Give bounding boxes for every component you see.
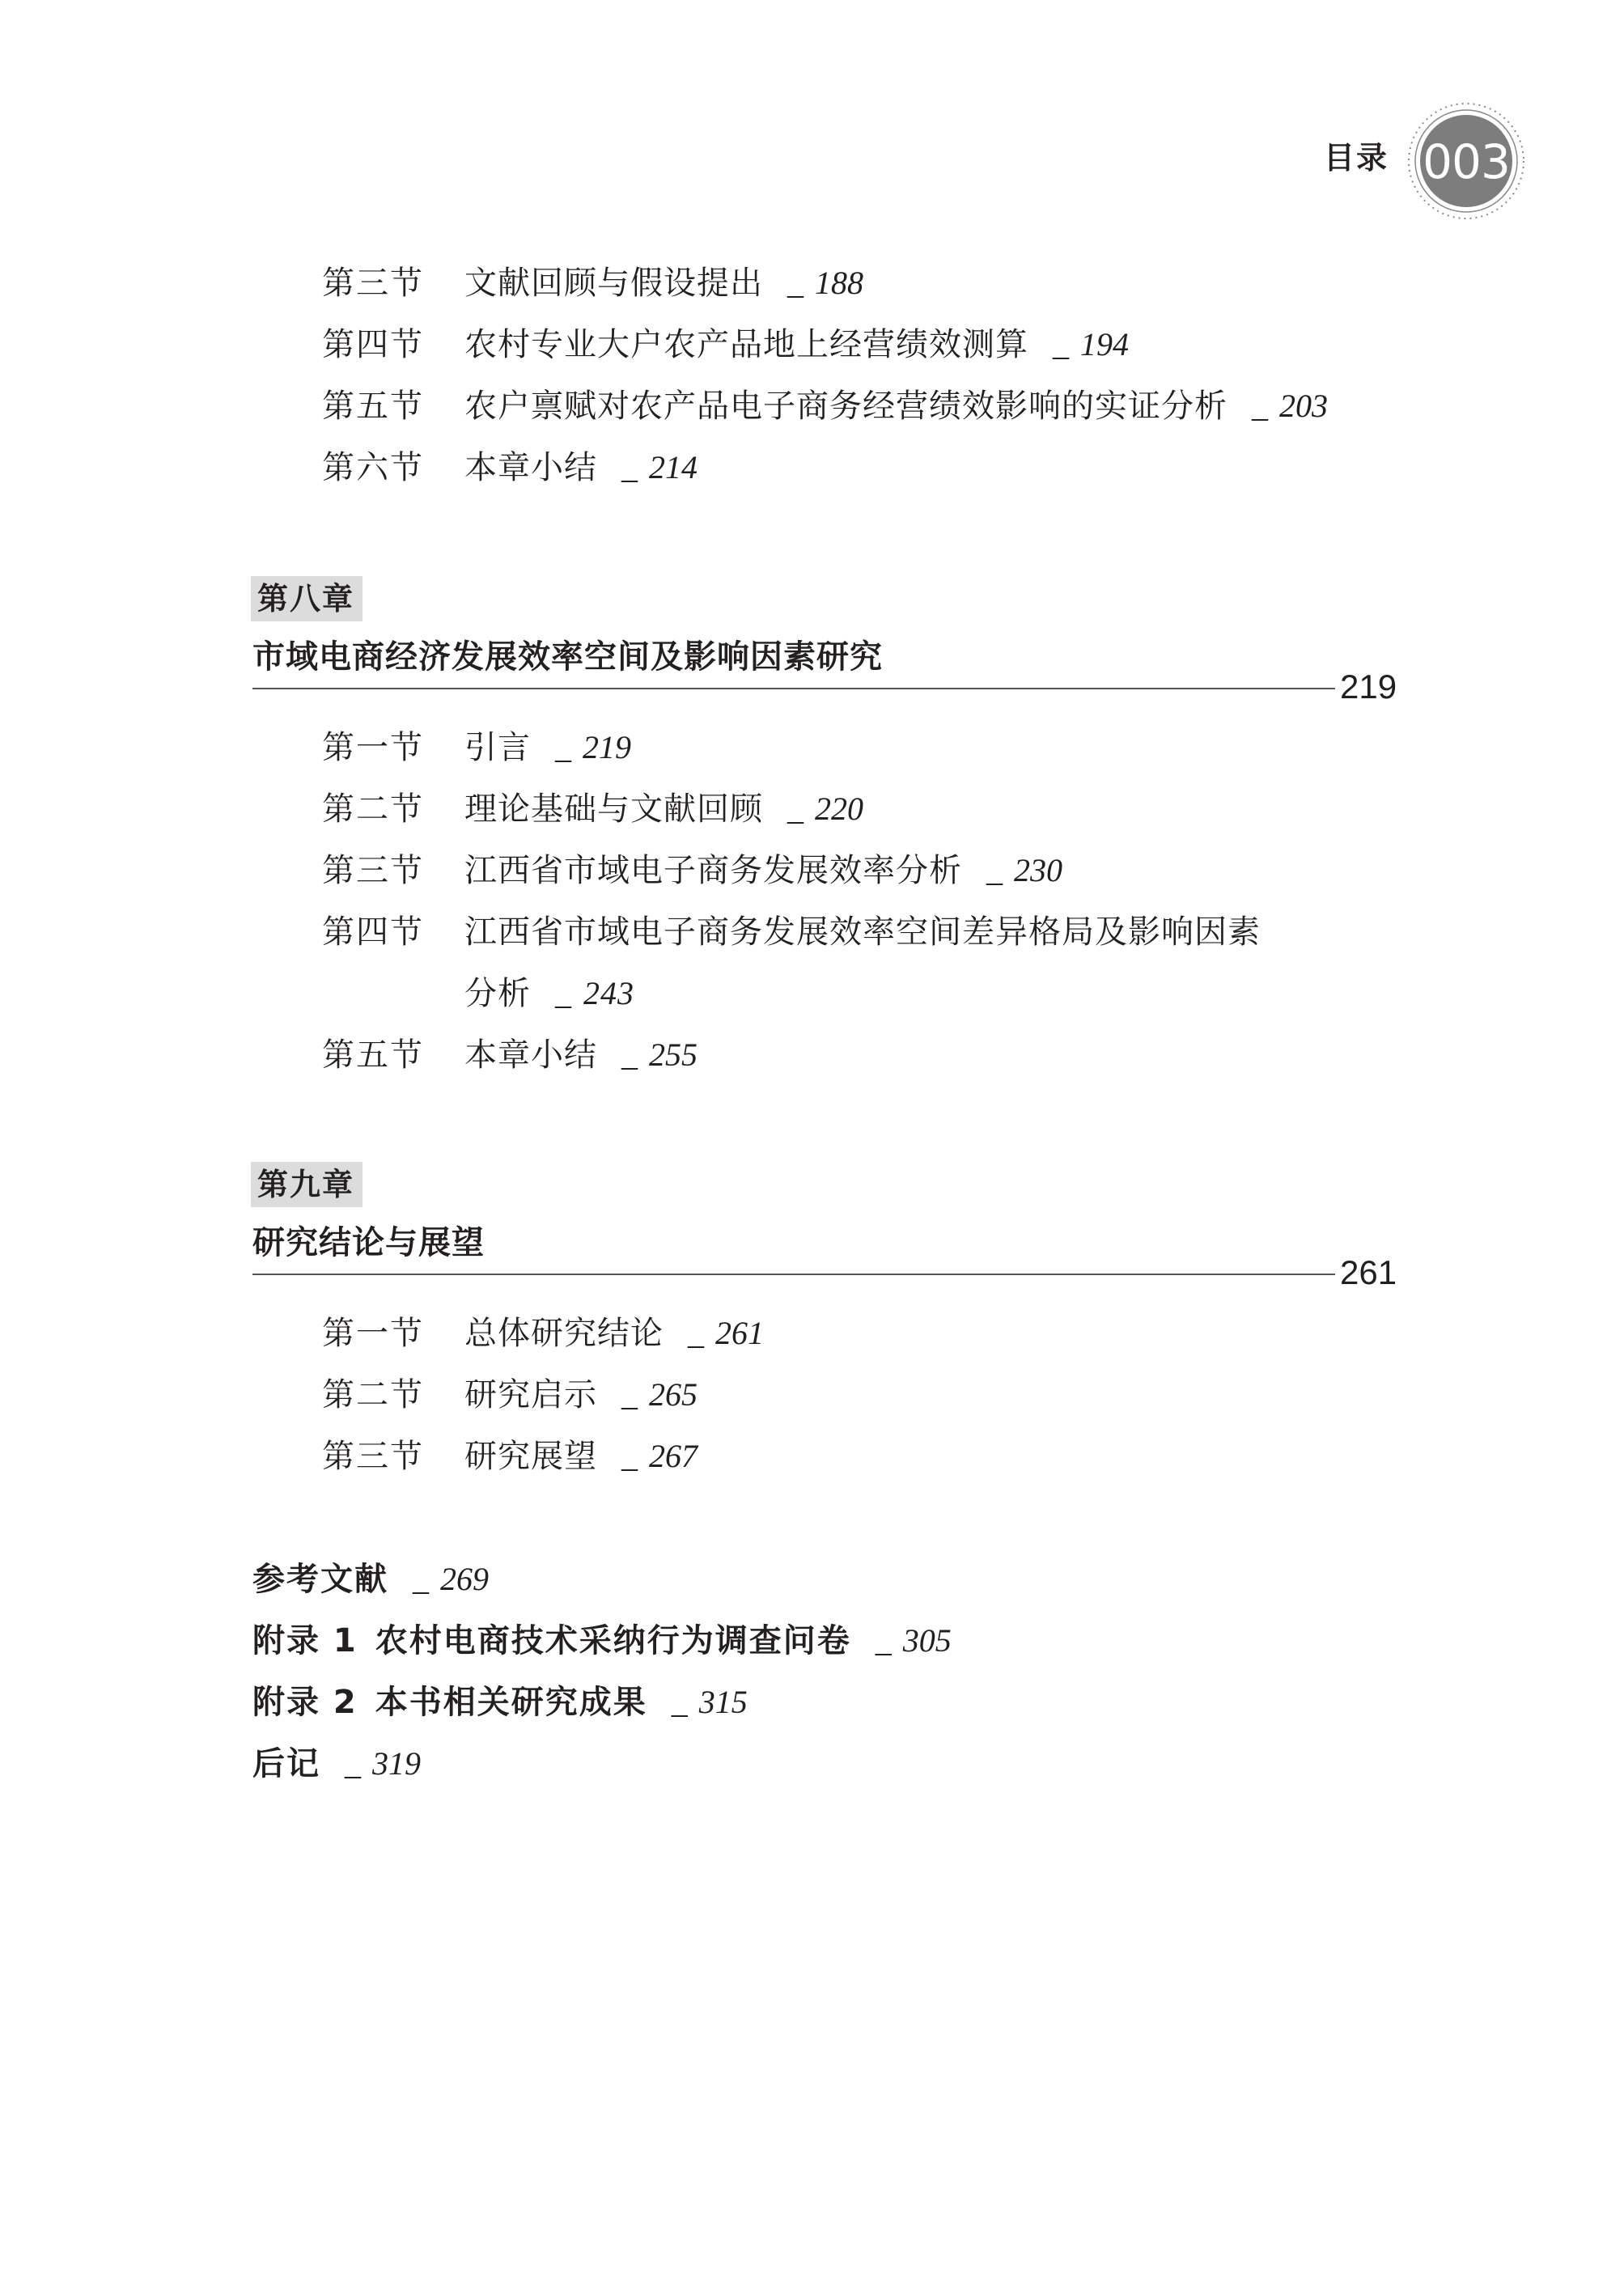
chapter-page: 261 [1340,1253,1397,1291]
toc-section-entry[interactable]: 第一节 引言 _ 219 [322,717,631,778]
toc-section-entry[interactable]: 第二节 理论基础与文献回顾 _ 220 [322,778,863,840]
back-matter-label: 附录 1 [252,1622,358,1659]
section-number: 第一节 [322,729,424,766]
section-page: 255 [649,1036,698,1073]
section-title: 引言 [464,729,531,766]
section-number: 第三节 [322,852,424,889]
section-title: 文献回顾与假设提出 [464,265,763,302]
toc-back-matter-appendix-2[interactable]: 附录 2 本书相关研究成果 _ 315 [252,1684,748,1721]
toc-section-entry[interactable]: 第五节 农户禀赋对农产品电子商务经营绩效影响的实证分析 _ 203 [322,375,1328,437]
toc-section-entry[interactable]: 第一节 总体研究结论 _ 261 [322,1303,764,1364]
section-number: 第三节 [322,265,424,302]
section-title: 农村专业大户农产品地上经营绩效测算 [464,326,1028,363]
back-matter-page: 315 [698,1684,748,1720]
toc-section-entry[interactable]: 第三节 文献回顾与假设提出 _ 188 [322,252,863,314]
section-number: 第二节 [322,790,424,828]
section-page: 265 [649,1376,698,1413]
section-page: 194 [1080,326,1129,362]
chapter-page: 219 [1340,668,1397,706]
section-title: 总体研究结论 [464,1315,664,1352]
back-matter-page: 269 [440,1561,489,1597]
back-matter-title: 本书相关研究成果 [375,1684,647,1721]
toc-section-entry[interactable]: 第三节 江西省市域电子商务发展效率分析 _ 230 [322,840,1062,901]
section-title: 研究展望 [464,1438,597,1475]
chapter-divider [252,688,1335,689]
toc-section-entry[interactable]: 第六节 本章小结 _ 214 [322,437,698,498]
toc-section-entry[interactable]: 第二节 研究启示 _ 265 [322,1364,698,1426]
section-title: 本章小结 [464,449,597,486]
section-page: 261 [715,1315,764,1351]
section-title-continuation: 分析 [464,975,531,1012]
section-number: 第五节 [322,1036,424,1074]
section-number: 第一节 [322,1315,424,1352]
toc-section-entry[interactable]: 第五节 本章小结 _ 255 [322,1024,698,1086]
section-page: 203 [1279,388,1328,424]
section-number: 第四节 [322,913,424,951]
back-matter-title: 农村电商技术采纳行为调查问卷 [375,1622,851,1659]
section-page: 220 [815,790,863,827]
section-page: 267 [649,1438,698,1474]
toc-back-matter-appendix-1[interactable]: 附录 1 农村电商技术采纳行为调查问卷 _ 305 [252,1622,952,1659]
section-page: 214 [649,449,698,485]
section-number: 第三节 [322,1438,424,1475]
section-number: 第六节 [322,449,424,486]
section-title: 研究启示 [464,1376,597,1414]
section-number: 第二节 [322,1376,424,1414]
toc-section-entry[interactable]: 第四节 农村专业大户农产品地上经营绩效测算 _ 194 [322,314,1129,375]
running-header-label: 目录 [1324,140,1389,176]
back-matter-label: 后记 [252,1745,320,1782]
section-page: 243 [583,975,634,1011]
chapter-title[interactable]: 研究结论与展望 [252,1223,485,1261]
section-title: 江西省市域电子商务发展效率空间差异格局及影响因素 [464,913,1261,951]
page-number-badge [1406,100,1527,222]
chapter-divider [252,1274,1335,1275]
section-title: 农户禀赋对农产品电子商务经营绩效影响的实证分析 [464,388,1228,425]
section-page: 230 [1014,852,1062,888]
section-number: 第五节 [322,388,424,425]
chapter-title[interactable]: 市域电商经济发展效率空间及影响因素研究 [252,638,883,676]
back-matter-page: 305 [902,1622,952,1659]
section-title: 本章小结 [464,1036,597,1074]
section-page: 188 [815,265,863,301]
section-page: 219 [583,729,631,765]
chapter-tag: 第八章 [251,576,363,621]
toc-back-matter-references[interactable]: 参考文献 _ 269 [252,1561,489,1598]
section-title: 理论基础与文献回顾 [464,790,763,828]
toc-back-matter-afterword[interactable]: 后记 _ 319 [252,1745,421,1782]
back-matter-label: 附录 2 [252,1684,358,1721]
section-number: 第四节 [322,326,424,363]
section-title: 江西省市域电子商务发展效率分析 [464,852,962,889]
toc-section-entry-continuation[interactable]: 分析 _ 243 [464,975,634,1012]
back-matter-label: 参考文献 [252,1561,388,1598]
back-matter-page: 319 [372,1745,421,1782]
page-number: 003 [1423,134,1510,189]
chapter-tag: 第九章 [251,1162,363,1207]
toc-section-entry[interactable]: 第三节 研究展望 _ 267 [322,1426,698,1487]
toc-section-entry[interactable] [322,901,1261,963]
